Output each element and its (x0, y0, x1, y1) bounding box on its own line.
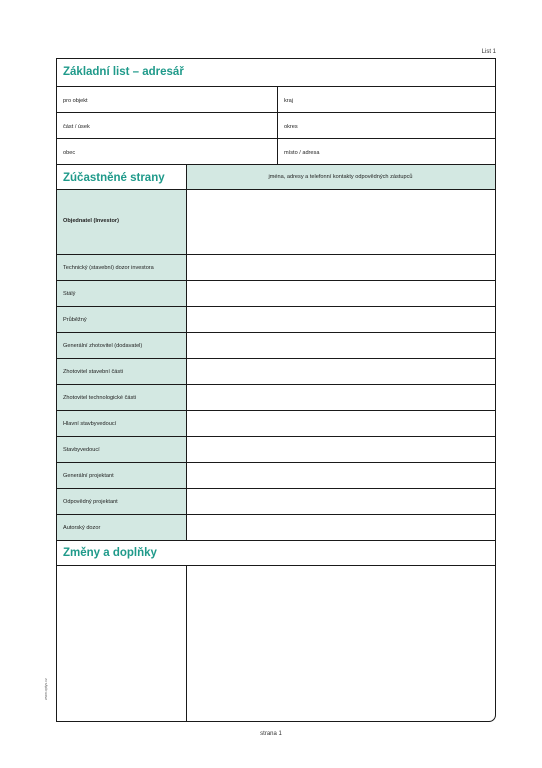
party-row[interactable] (57, 436, 495, 462)
party-label-cell (57, 255, 186, 280)
party-label-cell (57, 190, 186, 254)
party-label: Generální zhotovitel (dodavatel) (63, 343, 143, 349)
column-divider (277, 86, 278, 164)
field-label-address: místo / adresa (284, 150, 320, 156)
party-row[interactable] (57, 462, 495, 488)
section-title-basic: Základní list – adresář (63, 66, 184, 78)
party-label: Stavbyvedoucí (63, 447, 100, 453)
field-label-municipality: obec (63, 150, 76, 156)
field-label-district: okres (284, 124, 298, 130)
field-label-region: kraj (284, 98, 294, 104)
party-label-cell (57, 463, 186, 488)
party-label-cell (57, 437, 186, 462)
party-label-cell (57, 333, 186, 358)
party-row[interactable] (57, 488, 495, 514)
address-sheet (56, 58, 496, 722)
changes-header-row (57, 540, 495, 565)
party-row[interactable] (57, 410, 495, 436)
party-label-cell (57, 411, 186, 436)
party-label-cell (57, 359, 186, 384)
field-label-part: část / úsek (63, 124, 90, 130)
party-label-investor: Objednatel (Investor) (63, 218, 119, 224)
header-note-cell (186, 165, 495, 189)
party-label: Průběžný (63, 317, 87, 323)
party-row[interactable] (57, 514, 495, 540)
party-label-cell (57, 515, 186, 540)
party-row[interactable] (57, 280, 495, 306)
page-footer: strana 1 (260, 731, 282, 737)
party-label: Stálý (63, 291, 76, 297)
party-label-cell (57, 385, 186, 410)
column-divider (186, 565, 187, 721)
party-row[interactable] (57, 384, 495, 410)
party-label-cell (57, 281, 186, 306)
column-divider (186, 164, 187, 540)
party-row-investor[interactable] (57, 189, 495, 254)
party-label: Odpovědný projektant (63, 499, 118, 505)
party-row[interactable] (57, 306, 495, 332)
party-label: Generální projektant (63, 473, 114, 479)
changes-area[interactable] (57, 565, 495, 721)
party-row[interactable] (57, 332, 495, 358)
party-label: Zhotovitel technologické části (63, 395, 137, 401)
section-title-row (57, 59, 495, 86)
party-label: Zhotovitel stavební části (63, 369, 124, 375)
side-url: www.optys.cz (44, 678, 48, 700)
field-row[interactable] (57, 138, 495, 164)
field-row[interactable] (57, 86, 495, 112)
party-row[interactable] (57, 358, 495, 384)
field-row[interactable] (57, 112, 495, 138)
party-label-cell (57, 307, 186, 332)
party-row[interactable] (57, 254, 495, 280)
field-label-object: pro objekt (63, 98, 88, 104)
party-label: Technický (stavební) dozor investora (63, 265, 154, 271)
sheet-number: List 1 (481, 49, 496, 55)
section-title-changes: Změny a doplňky (63, 547, 157, 559)
party-label: Hlavní stavbyvedoucí (63, 421, 117, 427)
section-title-parties: Zúčastněné strany (63, 172, 165, 184)
header-note: jména, adresy a telefonní kontakty odpovědných zástupců (268, 174, 413, 180)
party-label: Autorský dozor (63, 525, 101, 531)
parties-header-row (57, 164, 495, 189)
party-label-cell (57, 489, 186, 514)
